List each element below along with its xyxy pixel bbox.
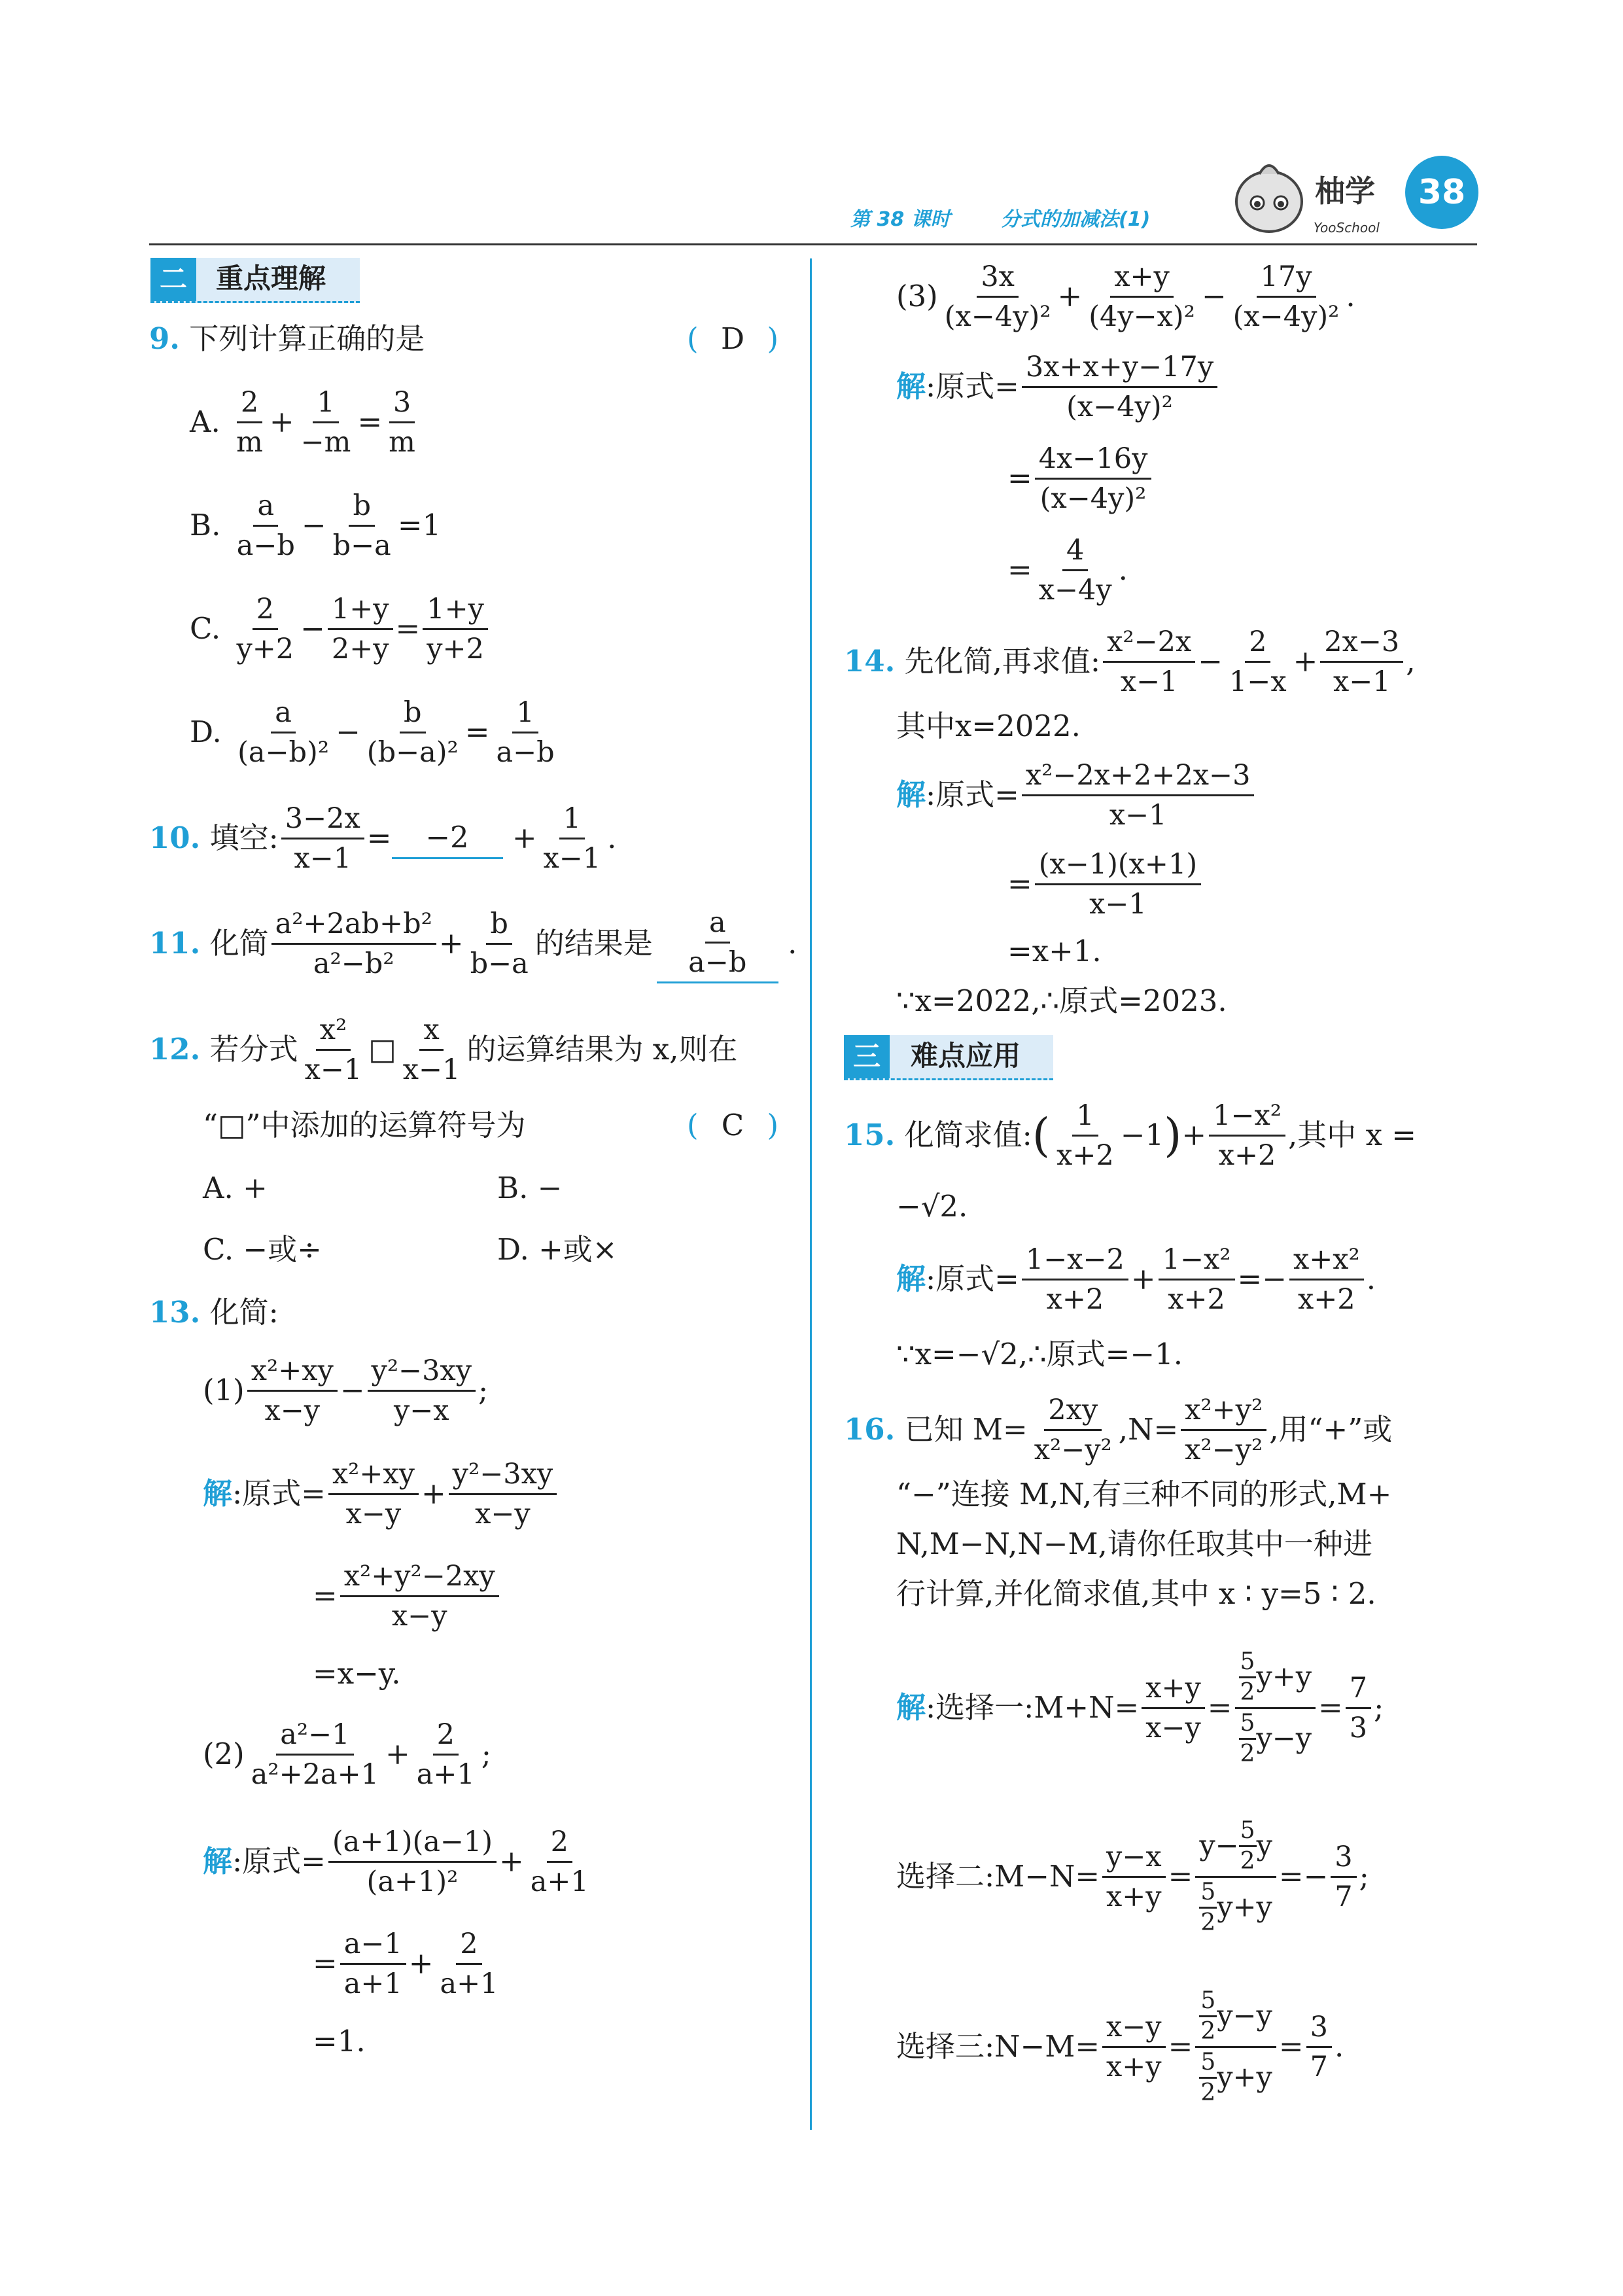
q11-answer-blank: $\frac{a}{a-b}$ [657,904,778,983]
q12-option-c: C. −或÷ [203,1232,322,1267]
q13-part3-solution-step3: = $\frac{4}{x-4y}$ . [1007,527,1128,612]
q16-choice1: 解 :选择一:M+N= $\frac{x+y}{x-y}$ = $\frac{5}{2}$ y+y $\frac{5}{2}$ y−y = $\frac{7}{3}$ ; [896,1648,1384,1767]
section-3-number: 三 [844,1035,890,1078]
q16-choice3: 选择三:N−M= $\frac{x-y}{x+y}$ = $\frac{5}{2}$ y−y $\frac{5}{2}$ y+y = $\frac{3}{7}$ . [896,1987,1344,2106]
q16-line3: N,M−N,N−M,请你任取其中一种进 [896,1527,1372,1561]
q13-part3-solution-step1: 解 :原式= $\frac{3x+x+y-17y}{\text{(x−4y)²}}$ [896,344,1220,429]
q13-part3: (3) $\frac{3x}{\text{(x−4y)²}}$ + $\frac{x+y}{\text{(4y−x)²}}$ − $\frac{17y}{\text{(x−4y)²}}$ . [896,254,1355,339]
q9-stem: 9. 下列计算正确的是 [149,321,425,356]
q12-option-a: A. + [203,1171,268,1205]
q9-option-b: B. $\frac{a}{a-b}$ − $\frac{b}{b-a}$ =1 [190,483,441,568]
section-2-title: 重点理解 [216,262,326,294]
brand-name: 柚学 [1315,173,1375,209]
q12-answer: ( C ) [687,1108,778,1142]
q14-stem: 14. 先化简,再求值: $\frac{\text{x²−2x}}{x-1}$ − $\frac{2}{1-x}$ + $\frac{2x-3}{x-1}$ , [844,619,1416,704]
column-divider [810,258,812,2130]
q10-answer-blank: −2 [392,818,503,859]
q13-part2-solution-step3: =1. [313,2024,366,2058]
q14-line2: 其中x=2022. [896,709,1081,743]
q14-solution-step2: = $\frac{(x-1)(x+1)}{x-1}$ [1007,841,1204,927]
q14-solution-step4: ∵x=2022,∴原式=2023. [896,983,1227,1018]
q16-stem: 16. 已知 M= $\frac{2xy}{\text{x²−y²}}$ ,N= $\frac{\text{x²+y²}}{\text{x²−y²}}$ ,用“+”或 [844,1387,1392,1472]
q16-line2: “−”连接 M,N,有三种不同的形式,M+ [896,1477,1392,1511]
q11: 11. 化简 $\frac{\text{a²+2ab+b²}}{\text{a²−b²}}$ + $\frac{b}{b-a}$ 的结果是 $\frac{a}{a-b}$ . [149,899,797,988]
q13-part1-solution-step1: 解 :原式= $\frac{\text{x²+xy}}{x-y}$ + $\frac{\text{y²−3xy}}{x-y}$ [203,1451,559,1536]
q9-option-d: D. $\frac{a}{\text{(a−b)²}}$ − $\frac{b}{\text{(b−a)²}}$ = $\frac{1}{a-b}$ [190,690,561,775]
q16-line4: 行计算,并化简求值,其中 x ∶ y=5 ∶ 2. [896,1576,1376,1611]
page-number-badge: 38 [1405,156,1478,229]
q16-choice2: 选择二:M−N= $\frac{y-x}{x+y}$ = y− $\frac{5}{2}$ y $\frac{5}{2}$ y+y =− $\frac{3}{7}$ ; [896,1816,1369,1936]
q13-part2-solution-step2: = $\frac{a-1}{a+1}$ + $\frac{2}{a+1}$ [313,1921,505,2006]
q13-part1-solution-step2: = $\frac{\text{x²+y²−2xy}}{x-y}$ [313,1553,502,1638]
q9-option-c: C. $\frac{2}{y+2}$ − $\frac{1+y}{2+y}$ = $\frac{1+y}{y+2}$ [190,586,491,671]
q15-stem: 15. 化简求值: ( $\frac{1}{x+2}$ −1 ) + $\frac{\text{1−x²}}{x+2}$ ,其中 x = [844,1093,1416,1178]
section-3-title: 难点应用 [911,1040,1021,1072]
q13-part3-solution-step2: = $\frac{4x-16y}{\text{(x−4y)²}}$ [1007,436,1154,521]
q13-part1-solution-step3: =x−y. [313,1656,401,1691]
q12-stem: 12. 若分式 $\frac{\text{x²}}{x-1}$ □ $\frac{x}{x-1}$ 的运算结果为 x,则在 [149,1005,737,1094]
header-rule [149,243,1477,245]
q12-option-b: B. − [497,1171,563,1205]
q13-part1: (1) $\frac{\text{x²+xy}}{x-y}$ − $\frac{\text{y²−3xy}}{y-x}$ ; [203,1348,488,1433]
q15-line2: −√2. [896,1189,968,1224]
section-2-number: 二 [150,258,196,301]
q13-part2: (2) $\frac{\text{a²−1}}{\text{a²+2a+1}}$ + $\frac{2}{a+1}$ ; [203,1712,491,1797]
mascot-logo-icon [1230,157,1308,236]
q9-option-a: A. $\frac{2}{m}$ + $\frac{1}{-m}$ = $\frac{3}{m}$ [190,380,422,465]
lesson-label: 第 38 课时 [850,208,951,231]
lesson-topic: 分式的加减法(1) [1001,208,1151,231]
q13-stem: 13. 化简: [149,1295,279,1330]
q10: 10. 填空: $\frac{3-2x}{x-1}$ = −2 + $\frac{1}{x-1}$ . [149,796,616,881]
q12-option-d: D. +或× [497,1232,618,1267]
q9-answer: ( D ) [687,321,778,356]
q15-solution-step2: ∵x=−√2,∴原式=−1. [896,1337,1183,1371]
q15-solution-step1: 解 :原式= $\frac{1-x-2}{x+2}$ + $\frac{\text{1−x²}}{x+2}$ =− $\frac{\text{x+x²}}{x+2}$ . [896,1237,1376,1322]
q14-solution-step3: =x+1. [1007,934,1102,968]
q12-line2: “□”中添加的运算符号为 [203,1108,526,1142]
q13-part2-solution-step1: 解 :原式= $\frac{(a+1)(a-1)}{\text{(a+1)²}}$ + $\frac{2}{a+1}$ [203,1819,595,1904]
q14-solution-step1: 解 :原式= $\frac{\text{x²−2x+2+2x−3}}{x-1}$ [896,752,1257,838]
brand-sub: YooSchool [1314,220,1380,236]
